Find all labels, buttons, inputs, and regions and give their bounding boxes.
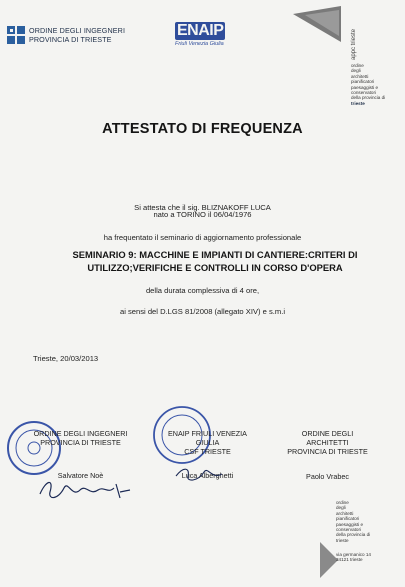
- legal-reference-line: ai sensi del D.LGS 81/2008 (allegato XIV) e s.m.i: [119, 307, 286, 316]
- birth-line: nato a TORINO il 06/04/1976: [153, 210, 252, 219]
- ordine-ingegneri-line2: PROVINCIA DI TRIESTE: [29, 35, 112, 44]
- appc-line: paesaggisti e: [351, 84, 379, 90]
- appc-vertical-label: appc trieste: [351, 28, 357, 60]
- appc-footer-block: [336, 500, 396, 543]
- appc-footer-address: [336, 552, 396, 563]
- enaip-wordmark: ENAIP: [177, 22, 224, 39]
- appc-line: ordine: [351, 63, 364, 68]
- appc-header-block: [351, 63, 401, 106]
- footer-line: degli: [336, 505, 346, 511]
- seminar-title: [60, 249, 370, 274]
- footer-line: conservatori: [336, 527, 362, 533]
- signature-2-handwriting: [170, 462, 230, 484]
- signatory-3-org-line2: ARCHITETTI: [306, 438, 349, 447]
- footer-address-line: via germanico 14: [336, 552, 371, 557]
- enaip-subtitle: Friuli Venezia Giulia: [175, 41, 224, 47]
- signatory-3-org-line1: ORDINE DEGLI: [301, 429, 354, 438]
- appc-city: trieste: [351, 100, 365, 106]
- appc-line: degli: [351, 68, 361, 74]
- ordine-ingegneri-line1: ORDINE DEGLI INGEGNERI: [29, 26, 126, 35]
- seminar-title-line1: SEMINARIO 9: MACCHINE E IMPIANTI DI CANTIERE:CRITERI DI: [72, 249, 358, 260]
- footer-line: architetti: [336, 510, 354, 516]
- ordine-ingegneri-header: [29, 26, 125, 44]
- signatory-2-org: [145, 429, 270, 456]
- footer-address-line: 34121 trieste: [336, 557, 363, 563]
- signatory-3-org-line3: PROVINCIA DI TRIESTE: [287, 447, 368, 456]
- duration-line: della durata complessiva di 4 ore,: [145, 286, 260, 295]
- signatory-2-org-line1: ENAIP FRIULI VENEZIA: [168, 429, 247, 438]
- signature-1-handwriting: [36, 474, 132, 506]
- footer-line: paesaggisti e: [336, 521, 364, 527]
- signatory-1-name: Salvatore Noè: [57, 471, 104, 480]
- signatory-2-org-line3: CSF TRIESTE: [184, 447, 231, 456]
- signatory-1-org: [8, 429, 153, 447]
- enaip-logo: [175, 22, 237, 47]
- footer-line: trieste: [336, 537, 349, 543]
- ordine-ingegneri-logo-icon: [7, 26, 25, 44]
- signatory-2-name: Luca Alberghetti: [181, 471, 234, 480]
- appc-line: conservatori: [351, 90, 377, 96]
- footer-line: ordine: [336, 500, 349, 505]
- appc-line: architetti: [351, 73, 369, 79]
- certificate-title: ATTESTATO DI FREQUENZA: [102, 121, 303, 137]
- seminar-intro-line: ha frequentato il seminario di aggiornamento professionale: [103, 233, 302, 242]
- signatory-3-org: [265, 429, 390, 456]
- appc-triangle-logo-icon: [291, 4, 343, 44]
- footer-line: della provincia di: [336, 532, 371, 538]
- signatory-1-org-line2: PROVINCIA DI TRIESTE: [40, 438, 121, 447]
- footer-line: pianificatori: [336, 516, 360, 522]
- seminar-title-line2: UTILIZZO;VERIFICHE E CONTROLLI IN CORSO D'OPERA: [87, 261, 343, 273]
- signatory-1-org-line1: ORDINE DEGLI INGEGNERI: [33, 429, 128, 438]
- place-date: Trieste, 20/03/2013: [33, 354, 99, 363]
- appc-line: pianificatori: [351, 79, 375, 85]
- appc-line: della provincia di: [351, 95, 386, 101]
- attestation-line: Si attesta che il sig. BLIZNAKOFF LUCA: [134, 203, 271, 212]
- signatory-2-org-line2: GIULIA: [195, 438, 220, 447]
- signatory-3-name: Paolo Vrabec: [306, 472, 349, 481]
